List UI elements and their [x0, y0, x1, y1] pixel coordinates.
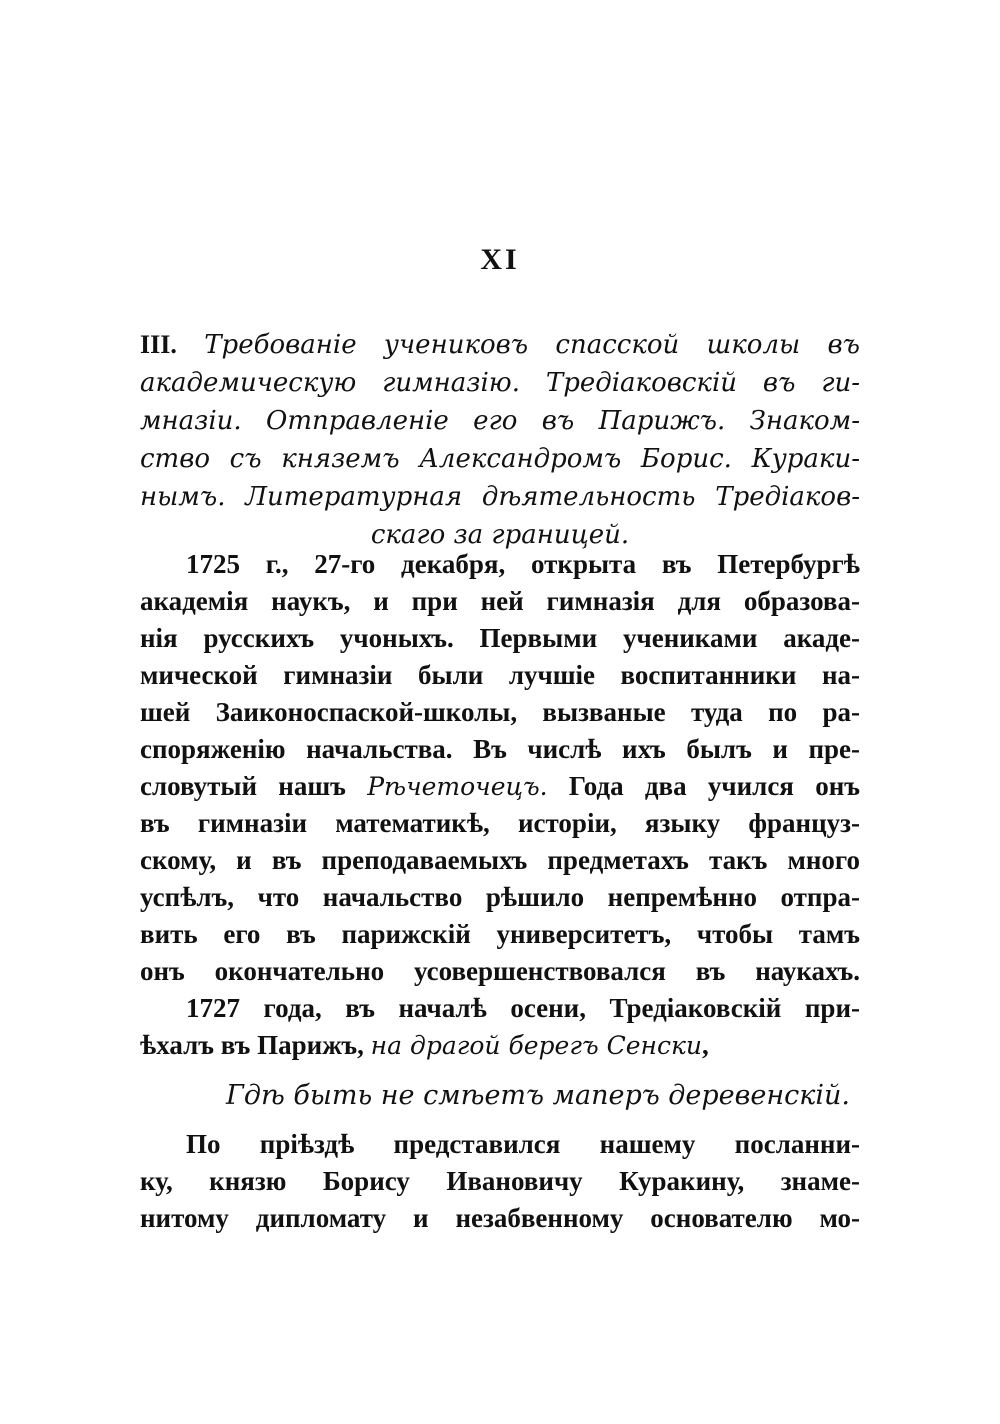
page-number: XI: [480, 243, 520, 276]
text-segment: словутый нашъ: [140, 771, 346, 801]
text-line: [140, 768, 860, 805]
text-line: По пріѣздѣ представился нашему посланни-: [186, 1129, 860, 1159]
chapter-number: III.: [140, 330, 177, 359]
italic-name: Рѣчеточецъ.: [367, 772, 548, 801]
italic-quote: на драгой берегъ Сенски: [370, 1031, 702, 1060]
summary-line: мназіи. Отправленіе его въ Парижъ. Знаком-: [140, 406, 860, 436]
text-line: скому, и въ преподаваемыхъ предметахъ такъ много: [140, 845, 860, 875]
text-line: шей Заиконоспаской-школы, вызваные туда по ра-: [140, 697, 860, 727]
paragraph: [140, 1126, 860, 1237]
text-line: ку, князю Борису Ивановичу Куракину, знаме-: [140, 1166, 860, 1196]
text-line: нія русскихъ учоныхъ. Первыми учениками акаде-: [140, 623, 860, 653]
text-line: академія наукъ, и при ней гимназія для образова-: [140, 586, 860, 616]
text-line: мической гимназіи были лучшіе воспитанники на-: [140, 660, 860, 690]
text-line: успѣлъ, что начальство рѣшило непремѣнно отпра-: [140, 882, 860, 912]
text-line: 1727 года, въ началѣ осени, Тредіаковскій при-: [186, 993, 860, 1023]
text-segment: ѣхалъ въ Парижъ,: [140, 1030, 364, 1060]
chapter-summary: [140, 326, 860, 554]
summary-line: скаго за границей.: [370, 520, 630, 550]
verse-quote: Гдѣ быть не смѣетъ маперъ деревенскій.: [226, 1080, 850, 1111]
summary-line: нымъ. Литературная дѣятельность Тредіаков-: [140, 482, 860, 512]
summary-line: ство съ княземъ Александромъ Борис. Кураки-: [140, 444, 860, 474]
body-text: [140, 546, 860, 1237]
text-line: въ гимназіи математикѣ, исторіи, языку француз-: [140, 808, 860, 838]
text-line: [140, 1027, 860, 1064]
paragraph: [140, 546, 860, 990]
summary-line: [140, 326, 860, 364]
text-segment: ,: [702, 1030, 709, 1060]
text-line: онъ окончательно усовершенствовался въ наукахъ.: [140, 956, 860, 986]
summary-text: Требованіе учениковъ спасской школы въ: [204, 330, 860, 360]
text-line: нитому дипломату и незабвенному основателю мо-: [140, 1203, 860, 1233]
text-line: вить его въ парижскій университетъ, чтобы тамъ: [140, 919, 860, 949]
text-line: 1725 г., 27-го декабря, открыта въ Петербургѣ: [186, 549, 860, 579]
summary-line: академическую гимназію. Тредіаковскій въ ги-: [140, 368, 860, 398]
paragraph: [140, 990, 860, 1064]
text-segment: Года два учился онъ: [568, 771, 860, 801]
text-line: споряженію начальства. Въ числѣ ихъ былъ и пре-: [140, 734, 860, 764]
